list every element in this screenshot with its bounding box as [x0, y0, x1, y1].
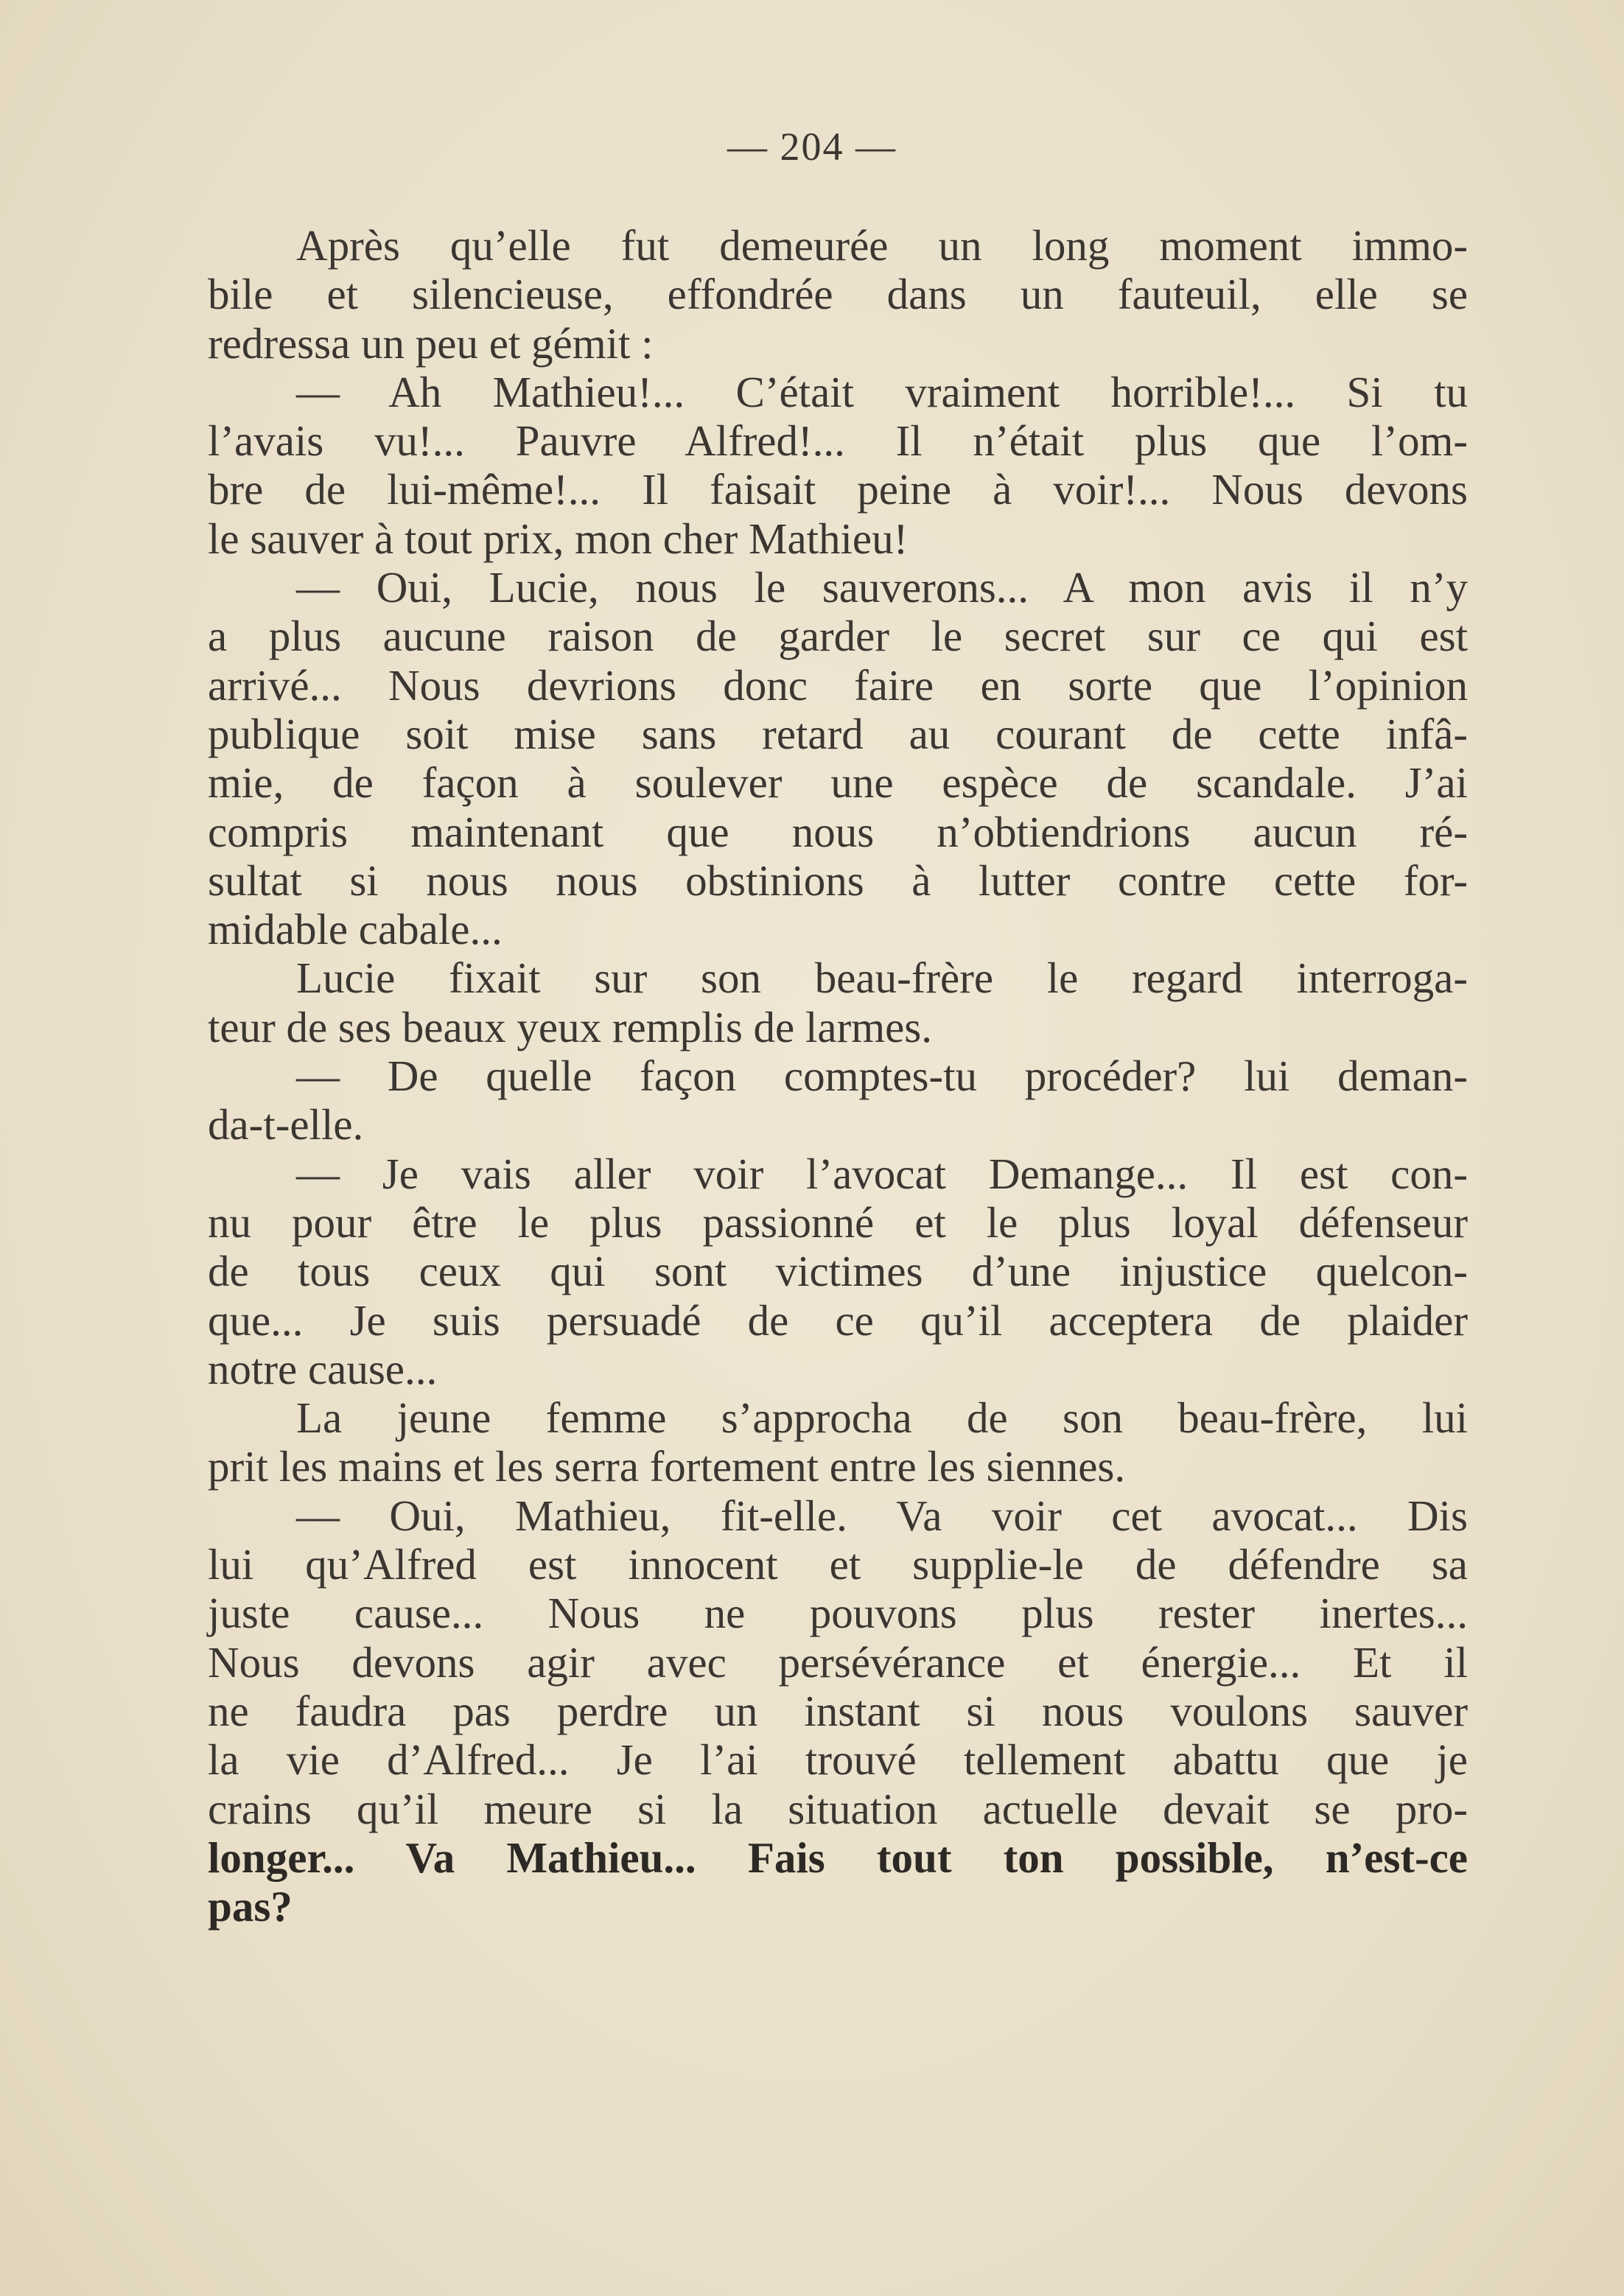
- text-line: arrivé... Nous devrions donc faire en sorte que l’opinion: [208, 660, 1468, 710]
- text-line: nu pour être le plus passionné et le plus loyal défenseur: [208, 1197, 1468, 1247]
- text-line: de tous ceux qui sont victimes d’une injustice quelcon-: [208, 1247, 1468, 1296]
- text-line: bre de lui-même!... Il faisait peine à voir!... Nous devons: [208, 465, 1468, 514]
- text-line: — De quelle façon comptes-tu procéder? lui deman-: [296, 1051, 1468, 1101]
- text-line: da-t-elle.: [208, 1100, 364, 1149]
- text-line: compris maintenant que nous n’obtiendrions aucun ré-: [208, 807, 1468, 856]
- text-line: juste cause... Nous ne pouvons plus rester inertes...: [208, 1589, 1468, 1638]
- text-line: teur de ses beaux yeux remplis de larmes.: [208, 1002, 933, 1051]
- text-line: La jeune femme s’approcha de son beau-frère, lui: [296, 1393, 1468, 1443]
- text-line: lui qu’Alfred est innocent et supplie-le de défendre sa: [208, 1540, 1468, 1589]
- text-line: crains qu’il meure si la situation actuelle devait se pro-: [208, 1784, 1468, 1833]
- text-line: prit les mains et les serra fortement entre les siennes.: [208, 1442, 1126, 1491]
- body-text: [208, 221, 1468, 1931]
- text-line: sultat si nous nous obstinions à lutter contre cette for-: [208, 855, 1468, 905]
- text-line: — Je vais aller voir l’avocat Demange... Il est con-: [296, 1149, 1468, 1198]
- text-line: l’avais vu!... Pauvre Alfred!... Il n’était plus que l’om-: [208, 416, 1468, 466]
- text-line: pas?: [208, 1882, 293, 1931]
- text-line: — Ah Mathieu!... C’était vraiment horrible!... Si tu: [296, 367, 1468, 416]
- text-line: longer... Va Mathieu... Fais tout ton possible, n’est-ce: [208, 1833, 1468, 1882]
- text-line: midable cabale...: [208, 905, 503, 954]
- text-line: mie, de façon à soulever une espèce de scandale. J’ai: [208, 758, 1468, 808]
- text-line: Après qu’elle fut demeurée un long moment immo-: [296, 221, 1468, 270]
- text-line: que... Je suis persuadé de ce qu’il acceptera de plaider: [208, 1295, 1468, 1345]
- text-line: publique soit mise sans retard au courant de cette infâ-: [208, 709, 1468, 758]
- text-line: le sauver à tout prix, mon cher Mathieu!: [208, 514, 909, 563]
- text-line: notre cause...: [208, 1344, 438, 1393]
- text-line: Lucie fixait sur son beau-frère le regard interroga-: [296, 953, 1468, 1003]
- text-line: redressa un peu et gémit :: [208, 318, 654, 368]
- text-line: — Oui, Lucie, nous le sauverons... A mon avis il n’y: [296, 563, 1468, 612]
- text-line: a plus aucune raison de garder le secret sur ce qui est: [208, 612, 1468, 661]
- text-line: la vie d’Alfred... Je l’ai trouvé tellement abattu que je: [208, 1735, 1468, 1785]
- text-line: — Oui, Mathieu, fit-elle. Va voir cet avocat... Dis: [296, 1491, 1468, 1540]
- text-line: Nous devons agir avec persévérance et énergie... Et il: [208, 1637, 1468, 1687]
- text-line: ne faudra pas perdre un instant si nous voulons sauver: [208, 1686, 1468, 1735]
- text-line: bile et silencieuse, effondrée dans un fauteuil, elle se: [208, 270, 1468, 319]
- page-number: — 204 —: [727, 125, 897, 169]
